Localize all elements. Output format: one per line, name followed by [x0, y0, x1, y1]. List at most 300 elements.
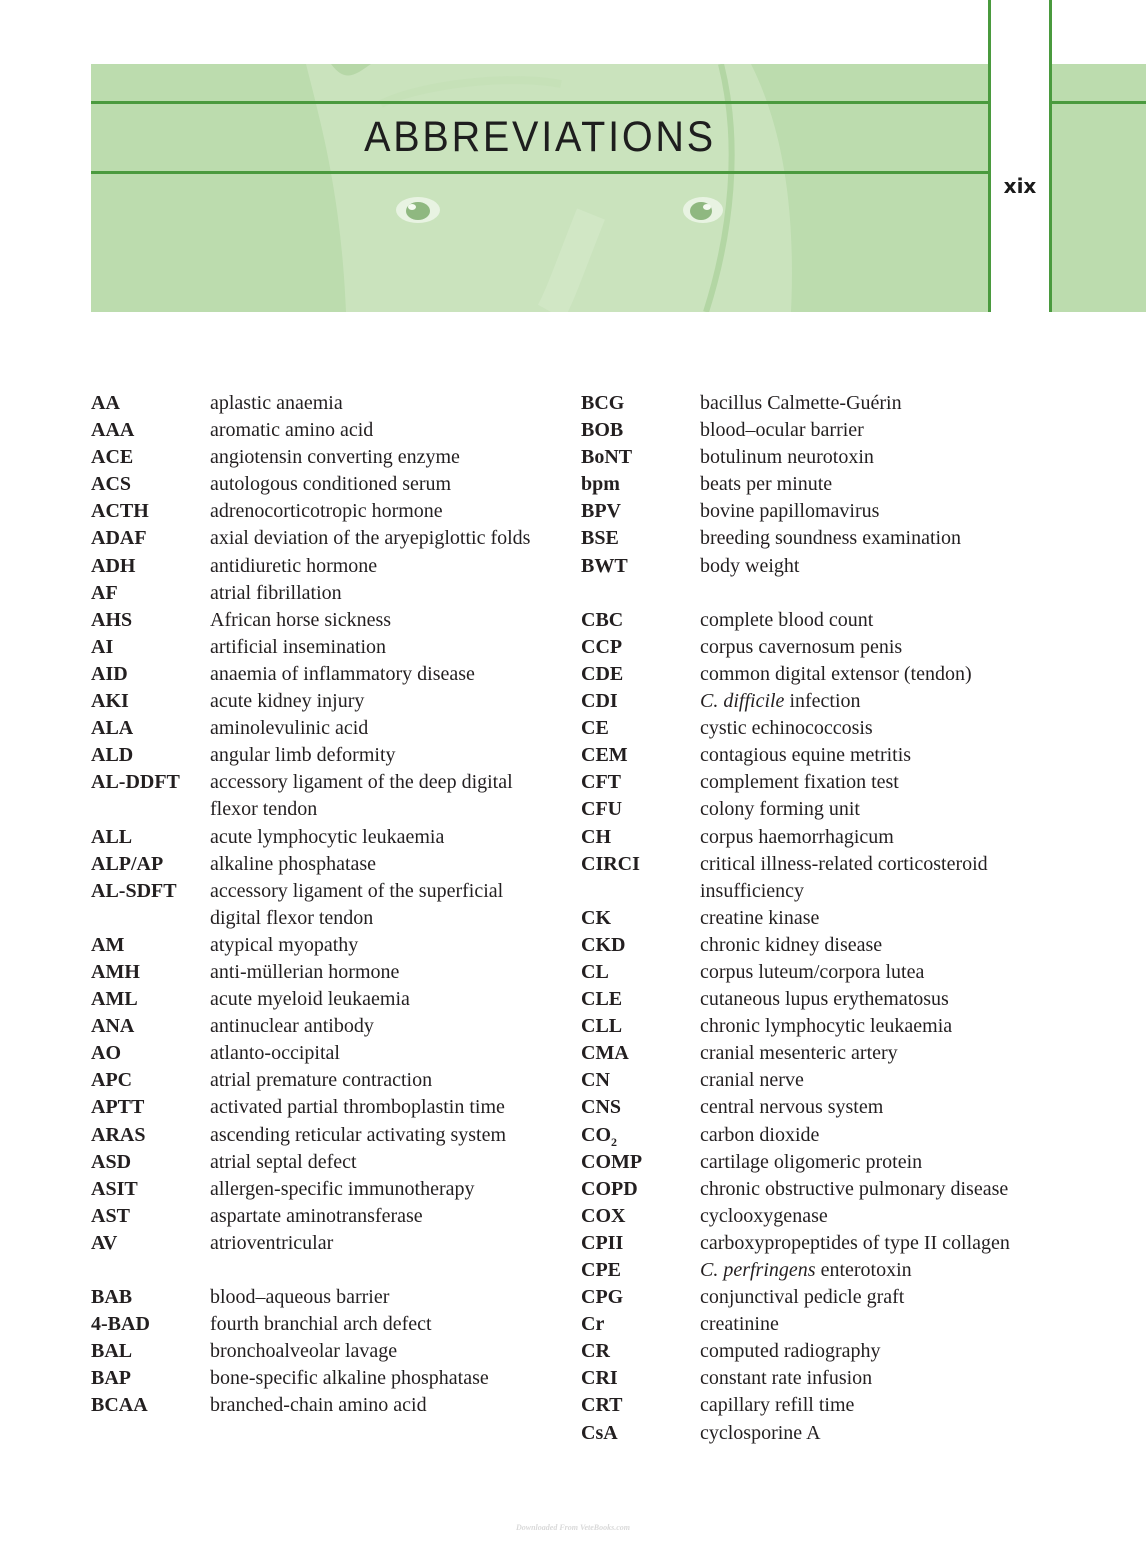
abbreviation-row	[91, 1338, 551, 1365]
abbreviation-term	[91, 607, 210, 634]
abbreviation-row	[91, 444, 551, 471]
abbreviation-term-text: ALL	[91, 825, 133, 848]
abbreviation-row	[581, 769, 1051, 796]
abbreviation-term	[581, 1230, 700, 1257]
definition-text: blood–ocular barrier	[700, 419, 864, 442]
abbreviation-definition	[700, 661, 1051, 688]
abbreviation-definition	[210, 1122, 551, 1149]
abbreviation-term-text: CLL	[581, 1015, 623, 1038]
abbreviation-term	[91, 851, 210, 878]
definition-text: bronchoalveolar lavage	[210, 1340, 398, 1363]
definition-text: antinuclear antibody	[210, 1015, 374, 1038]
abbreviation-term-text: AST	[91, 1204, 130, 1227]
abbreviation-definition	[210, 553, 551, 580]
abbreviation-term-text: CDE	[581, 662, 624, 685]
abbreviation-term	[581, 1203, 700, 1230]
definition-text: complement fixation test	[700, 771, 899, 794]
definition-text: cartilage oligomeric protein	[700, 1150, 923, 1173]
abbreviation-term-text: BoNT	[581, 446, 633, 469]
abbreviation-definition	[210, 688, 551, 715]
definition-text: aromatic amino acid	[210, 419, 374, 442]
abbreviation-term	[581, 688, 700, 715]
abbreviation-row	[91, 932, 551, 959]
abbreviation-term-text: CLE	[581, 988, 623, 1011]
abbreviation-term-text: ACS	[91, 473, 132, 496]
abbreviation-term-text: AKI	[91, 690, 129, 713]
abbreviation-term	[581, 1365, 700, 1392]
abbreviation-term-text: AM	[91, 933, 125, 956]
abbreviation-term	[91, 1338, 210, 1365]
abbreviation-definition	[700, 634, 1051, 661]
abbreviation-term-text: ALP/AP	[91, 852, 164, 875]
abbreviation-term	[581, 1067, 700, 1094]
abbreviation-term	[581, 444, 700, 471]
definition-text: accessory ligament of the deep digital flexor tendon	[210, 771, 513, 821]
abbreviation-row	[91, 742, 551, 769]
abbreviation-term	[91, 1040, 210, 1067]
abbreviation-term	[581, 959, 700, 986]
definition-italic-part: C. perfringens	[700, 1259, 816, 1281]
abbreviation-term	[581, 1122, 700, 1149]
abbreviation-term	[91, 525, 210, 552]
abbreviation-term	[581, 986, 700, 1013]
abbreviation-term-text: ACE	[91, 446, 134, 469]
definition-text: alkaline phosphatase	[210, 852, 377, 875]
abbreviation-term	[91, 1149, 210, 1176]
abbreviation-term-text: CCP	[581, 635, 623, 658]
abbreviation-term-text: CFU	[581, 798, 623, 821]
abbreviation-term	[91, 742, 210, 769]
definition-text: contagious equine metritis	[700, 744, 912, 767]
definition-text: central nervous system	[700, 1096, 884, 1119]
abbreviation-row	[581, 851, 1051, 905]
abbreviation-definition	[700, 1094, 1051, 1121]
abbreviation-term-text: CO	[581, 1123, 611, 1146]
definition-text: corpus luteum/corpora lutea	[700, 960, 925, 983]
abbreviation-term-text: CDI	[581, 690, 618, 713]
abbreviation-definition	[700, 715, 1051, 742]
abbreviation-term	[581, 390, 700, 417]
abbreviation-row	[91, 851, 551, 878]
abbreviation-term	[581, 905, 700, 932]
abbreviation-row	[91, 1067, 551, 1094]
abbreviation-definition	[210, 769, 551, 823]
abbreviation-term-text: BCAA	[91, 1394, 148, 1417]
abbreviation-definition	[700, 1311, 1051, 1338]
abbreviation-definition	[700, 824, 1051, 851]
abbreviation-term-text: CR	[581, 1340, 610, 1363]
definition-text: cranial nerve	[700, 1069, 804, 1092]
abbreviation-definition	[210, 1040, 551, 1067]
definition-text: constant rate infusion	[700, 1367, 873, 1390]
abbreviation-term	[91, 878, 210, 932]
abbreviation-term	[581, 525, 700, 552]
definition-text: acute lymphocytic leukaemia	[210, 825, 445, 848]
abbreviation-term	[91, 1094, 210, 1121]
abbreviation-row	[91, 580, 551, 607]
abbreviation-term	[581, 1284, 700, 1311]
abbreviation-term	[91, 1203, 210, 1230]
abbreviation-term	[581, 553, 700, 580]
abbreviation-row	[581, 1176, 1051, 1203]
abbreviation-term	[581, 1013, 700, 1040]
abbreviation-row	[91, 1203, 551, 1230]
abbreviation-term-text: CFT	[581, 771, 621, 794]
abbreviation-row	[91, 878, 551, 932]
definition-text: cyclosporine A	[700, 1421, 821, 1444]
definition-text: common digital extensor (tendon)	[700, 662, 972, 685]
abbreviation-term-text: ASD	[91, 1150, 132, 1173]
abbreviation-term-text: CK	[581, 906, 611, 929]
abbreviation-definition	[700, 525, 1051, 552]
abbreviation-term-text: AML	[91, 988, 138, 1011]
abbreviation-term-text: BWT	[581, 554, 628, 577]
abbreviation-term	[91, 1311, 210, 1338]
abbreviation-term-text: CE	[581, 717, 609, 740]
abbreviation-term-text: CEM	[581, 744, 628, 767]
list-gap	[581, 580, 1051, 607]
definition-text: enterotoxin	[815, 1259, 912, 1281]
abbreviation-row	[91, 661, 551, 688]
abbreviation-row	[581, 553, 1051, 580]
abbreviation-term	[581, 634, 700, 661]
abbreviation-definition	[210, 1094, 551, 1121]
abbreviation-definition	[210, 1013, 551, 1040]
abbreviation-row	[91, 634, 551, 661]
abbreviation-term	[581, 498, 700, 525]
abbreviation-definition	[210, 1338, 551, 1365]
abbreviation-definition	[210, 607, 551, 634]
abbreviation-row	[91, 471, 551, 498]
abbreviation-term-text: bpm	[581, 473, 620, 496]
definition-text: carbon dioxide	[700, 1123, 820, 1146]
abbreviation-term-text: CRI	[581, 1367, 618, 1390]
abbreviation-term	[581, 1392, 700, 1419]
definition-text: allergen-specific immunotherapy	[210, 1177, 475, 1200]
abbreviation-row	[581, 986, 1051, 1013]
abbreviation-term-text: AF	[91, 581, 118, 604]
abbreviation-row	[581, 742, 1051, 769]
abbreviation-row	[91, 553, 551, 580]
abbreviation-row	[581, 1040, 1051, 1067]
abbreviation-definition	[210, 1067, 551, 1094]
abbreviation-term	[581, 769, 700, 796]
abbreviation-row	[581, 1338, 1051, 1365]
abbreviation-definition	[700, 1122, 1051, 1149]
abbreviation-term-text: AMH	[91, 960, 140, 983]
abbreviation-term-text: CN	[581, 1069, 610, 1092]
page-number: xix	[1003, 174, 1037, 198]
abbreviation-term-text: CsA	[581, 1421, 618, 1444]
abbreviation-term	[581, 742, 700, 769]
abbreviation-term-text: AO	[91, 1042, 121, 1065]
abbreviation-row	[581, 1013, 1051, 1040]
abbreviation-definition	[700, 417, 1051, 444]
abbreviation-row	[91, 1122, 551, 1149]
abbreviation-term-text: ANA	[91, 1015, 135, 1038]
definition-text: chronic obstructive pulmonary disease	[700, 1177, 1009, 1200]
abbreviation-row	[581, 796, 1051, 823]
definition-text: blood–aqueous barrier	[210, 1286, 390, 1309]
definition-text: cutaneous lupus erythematosus	[700, 988, 949, 1011]
abbreviation-term	[581, 1094, 700, 1121]
abbreviation-term-text: BOB	[581, 419, 624, 442]
abbreviation-row	[581, 1122, 1051, 1149]
header-rule-top-right	[1051, 101, 1146, 104]
abbreviation-term-text: BCG	[581, 392, 625, 414]
abbreviation-row	[581, 1311, 1051, 1338]
definition-text: bacillus Calmette-Guérin	[700, 392, 902, 414]
abbreviation-term-text: CRT	[581, 1394, 623, 1417]
definition-text: fourth branchial arch defect	[210, 1313, 432, 1336]
definition-text: bone-specific alkaline phosphatase	[210, 1367, 489, 1390]
abbreviation-row	[581, 1284, 1051, 1311]
abbreviation-term-text: ALD	[91, 744, 134, 767]
abbreviation-term	[91, 1365, 210, 1392]
definition-text: cyclooxygenase	[700, 1204, 828, 1227]
abbreviation-definition	[210, 824, 551, 851]
header-rule-bottom	[91, 171, 989, 174]
abbreviation-row	[581, 390, 1051, 417]
definition-text: complete blood count	[700, 608, 874, 631]
abbreviation-term-text: ALA	[91, 717, 134, 740]
abbreviation-term	[581, 1149, 700, 1176]
abbreviation-definition	[700, 498, 1051, 525]
abbreviation-definition	[700, 1257, 1051, 1284]
definition-text: aspartate aminotransferase	[210, 1204, 423, 1227]
abbreviation-row	[91, 1094, 551, 1121]
abbreviation-row	[581, 417, 1051, 444]
abbreviation-term-text: Cr	[581, 1313, 605, 1336]
abbreviation-row	[91, 986, 551, 1013]
abbreviation-term-text: AV	[91, 1231, 118, 1254]
abbreviation-row	[581, 1392, 1051, 1419]
abbreviation-row	[91, 1176, 551, 1203]
abbreviation-definition	[700, 1420, 1051, 1447]
abbreviation-definition	[210, 471, 551, 498]
abbreviation-definition	[210, 932, 551, 959]
abbreviation-row	[581, 1365, 1051, 1392]
abbreviation-term	[91, 1392, 210, 1419]
abbreviation-term-text: CPG	[581, 1286, 624, 1309]
definition-text: capillary refill time	[700, 1394, 855, 1417]
abbreviation-definition	[700, 769, 1051, 796]
abbreviation-row	[91, 1284, 551, 1311]
definition-text: African horse sickness	[210, 608, 392, 631]
abbreviation-definition	[700, 851, 1051, 905]
definition-text: acute kidney injury	[210, 690, 365, 713]
abbreviation-row	[91, 417, 551, 444]
abbreviation-definition	[700, 742, 1051, 769]
header-vertical-rule	[988, 0, 991, 312]
abbreviation-term	[91, 471, 210, 498]
abbreviation-row	[581, 1230, 1051, 1257]
abbreviation-definition	[700, 1149, 1051, 1176]
abbreviation-term-text: COMP	[581, 1150, 643, 1173]
abbreviation-term	[91, 986, 210, 1013]
abbreviation-row	[91, 715, 551, 742]
abbreviation-row	[581, 471, 1051, 498]
definition-italic-part: C. difficile	[700, 690, 785, 713]
abbreviation-term	[581, 1338, 700, 1365]
abbreviation-row	[581, 1094, 1051, 1121]
definition-text: conjunctival pedicle graft	[700, 1286, 905, 1309]
abbreviation-term	[581, 1311, 700, 1338]
abbreviation-definition	[210, 878, 551, 932]
abbreviation-row	[581, 607, 1051, 634]
abbreviation-definition	[700, 607, 1051, 634]
abbreviation-term-text: COPD	[581, 1177, 638, 1200]
definition-text: atrial fibrillation	[210, 581, 342, 604]
abbreviation-row	[581, 1067, 1051, 1094]
definition-text: corpus cavernosum penis	[700, 635, 903, 658]
abbreviation-term	[91, 498, 210, 525]
abbreviation-definition	[700, 1392, 1051, 1419]
definition-text: chronic kidney disease	[700, 933, 883, 956]
abbreviation-term-text: AI	[91, 635, 114, 658]
definition-text: carboxypropeptides of type II collagen	[700, 1231, 1010, 1254]
abbreviation-row	[91, 1230, 551, 1257]
abbreviation-term	[581, 417, 700, 444]
abbreviation-definition	[210, 986, 551, 1013]
abbreviation-term	[581, 1040, 700, 1067]
abbreviation-row	[581, 1420, 1051, 1447]
abbreviation-term-text: BAB	[91, 1286, 133, 1309]
abbreviation-term	[91, 1284, 210, 1311]
definition-text: cystic echinococcosis	[700, 717, 873, 740]
abbreviation-row	[581, 1257, 1051, 1284]
definition-text: adrenocorticotropic hormone	[210, 500, 443, 523]
abbreviation-row	[91, 1040, 551, 1067]
abbreviation-definition	[210, 715, 551, 742]
definition-text: branched-chain amino acid	[210, 1394, 427, 1417]
abbreviation-row	[581, 688, 1051, 715]
abbreviation-row	[581, 932, 1051, 959]
abbreviation-term-text: AL-SDFT	[91, 879, 177, 902]
abbreviation-row	[581, 444, 1051, 471]
definition-text: creatinine	[700, 1313, 779, 1336]
abbreviation-list-right	[581, 390, 1051, 1447]
abbreviation-definition	[700, 1067, 1051, 1094]
abbreviation-term	[91, 417, 210, 444]
definition-text: angiotensin converting enzyme	[210, 446, 460, 469]
header-rule-top	[91, 101, 989, 104]
abbreviation-term	[91, 634, 210, 661]
abbreviation-definition	[210, 742, 551, 769]
abbreviation-term	[581, 1420, 700, 1447]
abbreviation-definition	[700, 553, 1051, 580]
definition-text: botulinum neurotoxin	[700, 446, 874, 469]
abbreviation-row	[91, 607, 551, 634]
abbreviation-row	[91, 769, 551, 823]
abbreviation-subscript: 2	[611, 1134, 617, 1149]
abbreviation-term	[91, 932, 210, 959]
abbreviation-definition	[210, 634, 551, 661]
abbreviation-definition	[700, 796, 1051, 823]
abbreviation-term	[581, 932, 700, 959]
abbreviation-term	[581, 607, 700, 634]
abbreviation-term-text: ADH	[91, 554, 136, 577]
abbreviation-definition	[210, 1230, 551, 1257]
abbreviation-term	[91, 580, 210, 607]
definition-text: chronic lymphocytic leukaemia	[700, 1015, 953, 1038]
abbreviation-term-text: ADAF	[91, 527, 147, 550]
definition-text: activated partial thromboplastin time	[210, 1096, 505, 1119]
abbreviation-row	[581, 498, 1051, 525]
definition-text: infection	[784, 690, 861, 713]
definition-text: axial deviation of the aryepiglottic folds	[210, 527, 531, 550]
definition-text: colony forming unit	[700, 798, 860, 821]
list-gap	[91, 1257, 551, 1284]
abbreviation-term-text: ASIT	[91, 1177, 138, 1200]
abbreviation-term	[581, 661, 700, 688]
abbreviation-row	[581, 905, 1051, 932]
abbreviation-row	[91, 1311, 551, 1338]
abbreviation-row	[91, 1392, 551, 1419]
abbreviation-term	[581, 796, 700, 823]
abbreviation-term-text: APC	[91, 1069, 133, 1092]
abbreviation-definition	[700, 688, 1051, 715]
abbreviation-term	[581, 471, 700, 498]
abbreviation-row	[91, 1149, 551, 1176]
definition-text: autologous conditioned serum	[210, 473, 452, 496]
abbreviation-definition	[700, 905, 1051, 932]
abbreviation-definition	[210, 580, 551, 607]
abbreviation-term-text: AID	[91, 662, 128, 685]
definition-text: angular limb deformity	[210, 744, 396, 767]
abbreviation-term	[91, 1067, 210, 1094]
abbreviation-row	[91, 498, 551, 525]
definition-text: aminolevulinic acid	[210, 717, 369, 740]
definition-text: critical illness-related corticosteroid insufficiency	[700, 852, 988, 902]
abbreviation-term-text: 4-BAD	[91, 1313, 150, 1336]
abbreviation-definition	[210, 1149, 551, 1176]
page-title: ABBREVIATIONS	[364, 113, 716, 161]
abbreviation-term-text: CBC	[581, 608, 624, 631]
abbreviation-definition	[700, 986, 1051, 1013]
definition-text: cranial mesenteric artery	[700, 1042, 898, 1065]
abbreviation-definition	[700, 1040, 1051, 1067]
definition-text: bovine papillomavirus	[700, 500, 880, 523]
abbreviation-row	[581, 525, 1051, 552]
abbreviation-term	[91, 769, 210, 823]
abbreviation-definition	[700, 1338, 1051, 1365]
abbreviation-term-text: COX	[581, 1204, 626, 1227]
abbreviation-row	[91, 688, 551, 715]
abbreviation-definition	[700, 1284, 1051, 1311]
abbreviation-term	[91, 661, 210, 688]
definition-text: anti-müllerian hormone	[210, 960, 400, 983]
abbreviation-term	[91, 1122, 210, 1149]
definition-text: anaemia of inflammatory disease	[210, 662, 475, 685]
abbreviation-row	[91, 525, 551, 552]
abbreviation-definition	[700, 1203, 1051, 1230]
abbreviation-definition	[210, 1365, 551, 1392]
definition-text: atypical myopathy	[210, 933, 359, 956]
definition-text: corpus haemorrhagicum	[700, 825, 894, 848]
abbreviation-term-text: BSE	[581, 527, 619, 550]
header-vertical-rule	[1049, 0, 1052, 312]
abbreviation-term	[91, 553, 210, 580]
abbreviation-definition	[210, 661, 551, 688]
definition-text: artificial insemination	[210, 635, 387, 658]
abbreviation-row	[581, 959, 1051, 986]
abbreviation-term	[91, 1013, 210, 1040]
abbreviation-definition	[210, 1203, 551, 1230]
definition-text: beats per minute	[700, 473, 833, 496]
abbreviation-term-text: CKD	[581, 933, 626, 956]
definition-text: accessory ligament of the superficial digital flexor tendon	[210, 879, 504, 929]
